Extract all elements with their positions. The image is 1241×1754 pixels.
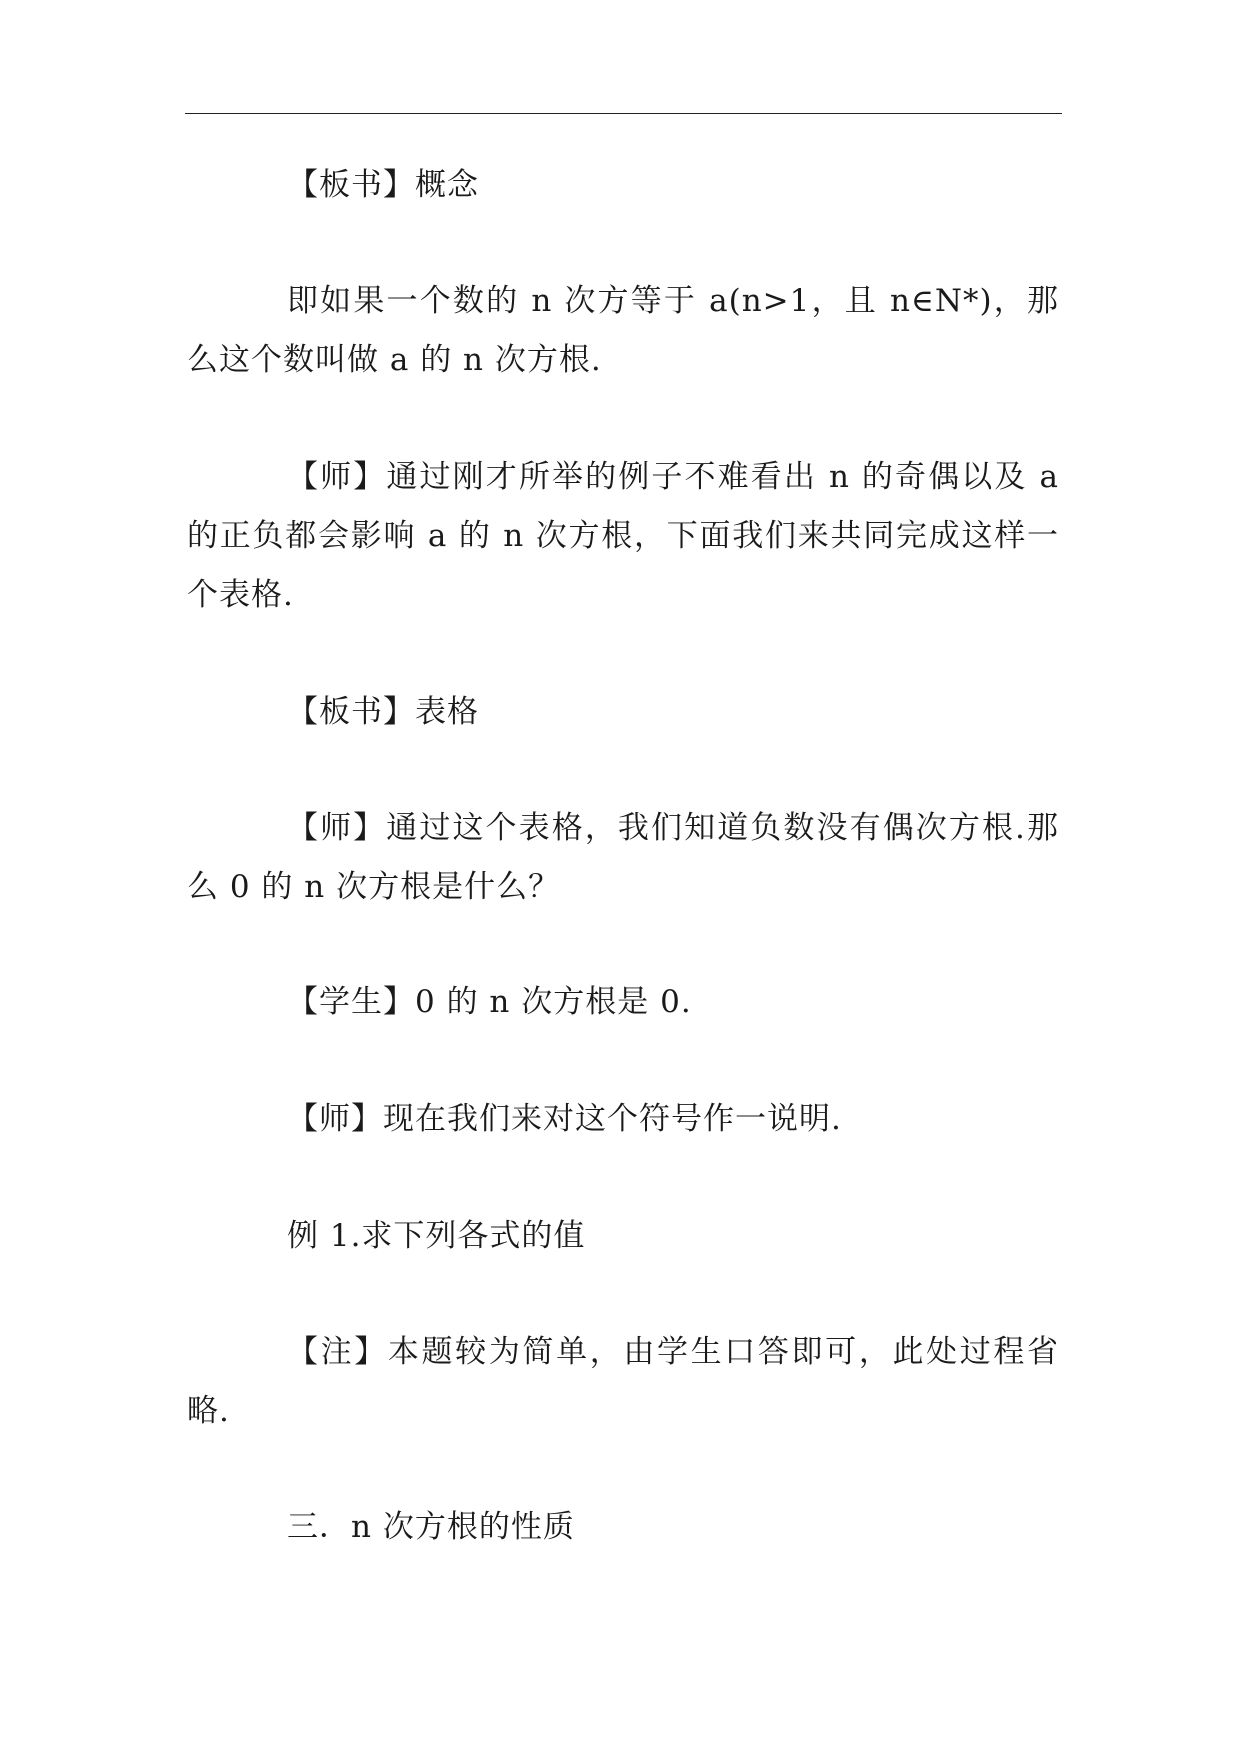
- paragraph-student-answer: 【学生】0 的 n 次方根是 0.: [287, 984, 692, 1020]
- paragraph-teacher-intro: 【师】通过刚才所举的例子不难看出 n 的奇偶以及 a 的正负都会影响 a 的 n 次方根，下面我们来共同完成这样一个表格.: [187, 459, 1059, 613]
- paragraph-blackboard-concept: 【板书】概念: [287, 167, 479, 203]
- paragraph-definition: 即如果一个数的 n 次方等于 a(n>1，且 n∈N*)，那么这个数叫做 a 的 n 次方根.: [187, 283, 1059, 378]
- header-rule: [185, 113, 1062, 114]
- paragraph-example-1: 例 1.求下列各式的值: [287, 1218, 586, 1254]
- paragraph-note: 【注】本题较为简单，由学生口答即可，此处过程省略.: [187, 1334, 1059, 1429]
- paragraph-blackboard-table: 【板书】表格: [287, 694, 479, 730]
- section-heading-properties: 三．n 次方根的性质: [287, 1509, 575, 1545]
- paragraph-teacher-question: 【师】通过这个表格，我们知道负数没有偶次方根.那么 0 的 n 次方根是什么？: [187, 810, 1059, 905]
- paragraph-teacher-symbol: 【师】现在我们来对这个符号作一说明.: [287, 1101, 842, 1137]
